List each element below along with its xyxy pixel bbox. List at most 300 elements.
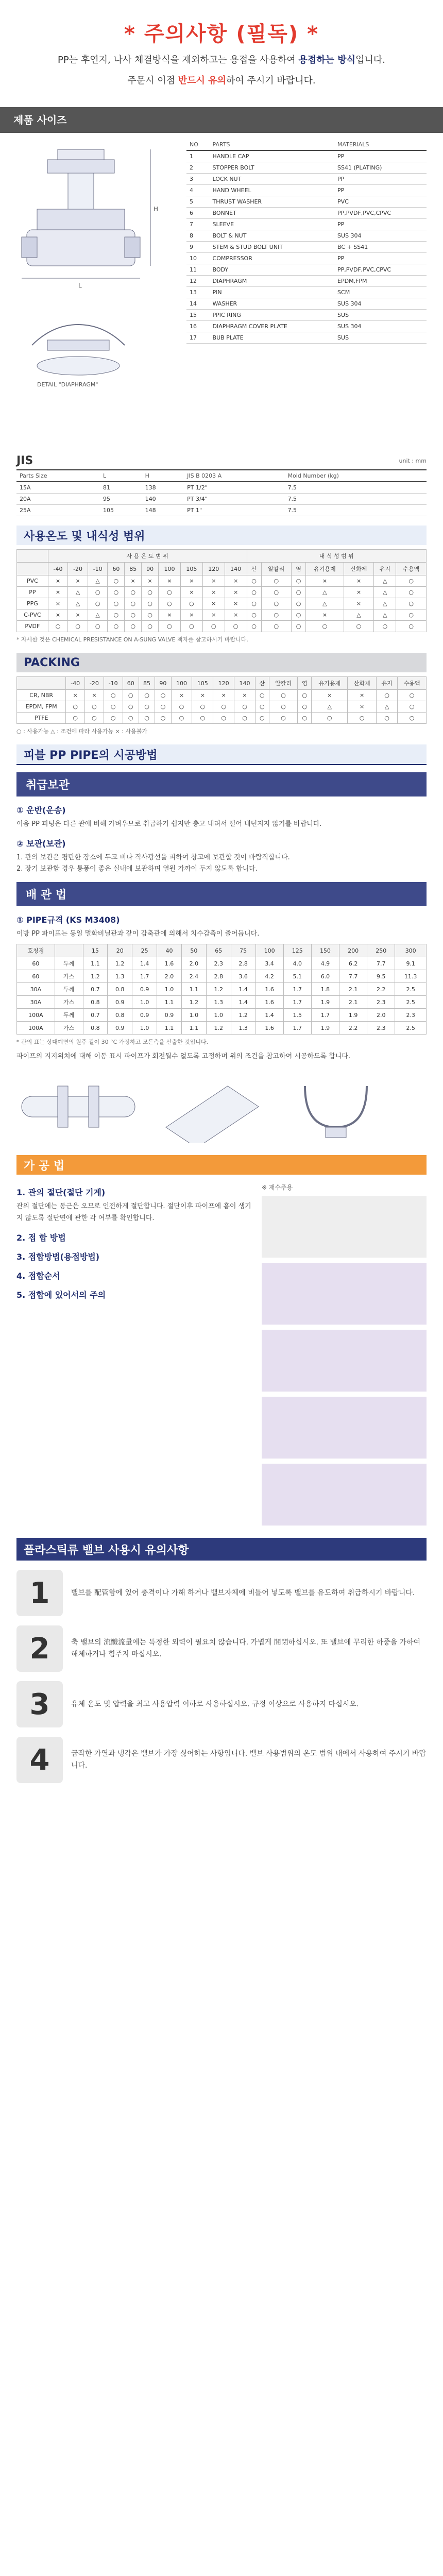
parts-cell: BONNET xyxy=(210,208,335,219)
parts-cell: 16 xyxy=(186,321,210,332)
temp-range-cell: × xyxy=(125,575,142,587)
temp-range-cell: △ xyxy=(344,609,373,621)
parts-cell: SUS xyxy=(334,332,427,344)
packing-cell: ○ xyxy=(269,713,298,724)
temp-head-cell: 90 xyxy=(142,563,159,575)
packing-cell: ○ xyxy=(104,701,123,713)
pipe-cell: 4.9 xyxy=(311,957,339,970)
pipe-head-cell: 100 xyxy=(255,944,283,957)
pipe-cell: 100A xyxy=(17,1022,55,1035)
packing-cell: ○ xyxy=(66,701,85,713)
temp-range-cell: △ xyxy=(306,587,344,598)
pipe-note: * 관의 표는 상대예면의 원주 길이 30 °C 가정하고 모든측을 산출한 것입니다. xyxy=(16,1039,209,1046)
parts-cell: PP xyxy=(334,150,427,162)
pipe-cell: 0.8 xyxy=(108,1009,132,1022)
temp-range-cell: × xyxy=(202,598,225,609)
pipe-cell: 1.0 xyxy=(132,996,157,1009)
temp-range-cell: ○ xyxy=(180,621,202,632)
temp-range-cell: △ xyxy=(88,609,108,621)
packing-cell: × xyxy=(85,690,104,701)
parts-row xyxy=(186,287,427,298)
parts-cell: PVC xyxy=(334,196,427,208)
pipe-cell: 1.7 xyxy=(283,983,311,996)
packing-cell: EPDM, FPM xyxy=(17,701,66,713)
pipe-cell: 1.0 xyxy=(206,1009,231,1022)
pipe-cell: 60 xyxy=(17,957,55,970)
packing-cell: × xyxy=(312,690,348,701)
temp-range-cell: ○ xyxy=(292,587,306,598)
temp-range-cell: ○ xyxy=(396,609,427,621)
pipe-cell: 6.0 xyxy=(311,970,339,983)
packing-head-cell: -10 xyxy=(104,677,123,690)
parts-cell: 6 xyxy=(186,208,210,219)
packing-head-cell: 120 xyxy=(213,677,234,690)
pipe-cell: 7.7 xyxy=(367,957,395,970)
packing-head-cell: -40 xyxy=(66,677,85,690)
chem-head-cell: 산화제 xyxy=(344,563,373,575)
temp-range-cell: ○ xyxy=(142,598,159,609)
temp-range-cell: ○ xyxy=(108,575,125,587)
pipe-cell: 2.5 xyxy=(395,996,427,1009)
storage-para-1: 이음 PP 피팅은 다른 관에 비해 가벼우므로 취급하기 쉽지만 충고 내려서 떨어 내던지지 않기를 바랍니다. xyxy=(16,820,322,828)
temp-range-cell: ○ xyxy=(247,621,261,632)
jis-header xyxy=(16,454,427,470)
temp-range-cell: ○ xyxy=(247,609,261,621)
parts-cell: BC + SS41 xyxy=(334,242,427,253)
photo-step-3 xyxy=(262,1397,427,1459)
pipe-row xyxy=(17,957,427,970)
temp-range-cell: × xyxy=(344,575,373,587)
temp-range-cell: PVDF xyxy=(17,621,48,632)
pipe-cell: 두께 xyxy=(55,983,83,996)
temp-range-cell: × xyxy=(180,609,202,621)
parts-cell: 9 xyxy=(186,242,210,253)
pipe-cell: 2.8 xyxy=(206,970,231,983)
pipe-cell: 0.9 xyxy=(108,1022,132,1035)
pipe-cell: 0.9 xyxy=(157,1009,182,1022)
pipe-cell: 2.1 xyxy=(339,996,367,1009)
packing-body xyxy=(17,690,427,724)
pipe-cell: 6.2 xyxy=(339,957,367,970)
pipe-cell: 3.6 xyxy=(231,970,255,983)
parts-row xyxy=(186,264,427,276)
parts-row xyxy=(186,242,427,253)
pipe-cell: 1.0 xyxy=(181,1009,206,1022)
temp-range-cell: ○ xyxy=(159,621,181,632)
pipe-cell: 2.5 xyxy=(395,983,427,996)
packing-cell: ○ xyxy=(104,713,123,724)
jis-cell: 138 xyxy=(142,482,184,494)
packing-cell: ○ xyxy=(139,713,155,724)
pipe-cell: 0.9 xyxy=(132,1009,157,1022)
temp-range-cell: × xyxy=(202,575,225,587)
packing-cell: ○ xyxy=(155,690,171,701)
temp-range-cell: × xyxy=(142,575,159,587)
photo-tools xyxy=(262,1196,427,1258)
pipe-cell: 9.1 xyxy=(395,957,427,970)
temp-head-cell: 105 xyxy=(180,563,202,575)
photo-step-4 xyxy=(262,1464,427,1526)
packing-head-cell: -20 xyxy=(85,677,104,690)
pipe-cell: 가스 xyxy=(55,1022,83,1035)
temp-range-cell: △ xyxy=(88,575,108,587)
temp-range-row xyxy=(17,587,427,598)
temp-range-body xyxy=(17,575,427,632)
packing-cell: ○ xyxy=(192,713,213,724)
pipe-cell: 1.4 xyxy=(231,996,255,1009)
parts-row xyxy=(186,174,427,185)
temp-range-cell: ○ xyxy=(292,621,306,632)
packing-cell: ○ xyxy=(213,713,234,724)
temp-range-cell: × xyxy=(48,587,68,598)
parts-row xyxy=(186,196,427,208)
parts-col-parts: PARTS xyxy=(210,139,335,150)
temp-range-cell: × xyxy=(225,587,247,598)
parts-cell: 7 xyxy=(186,219,210,230)
temp-range-cell: ○ xyxy=(125,587,142,598)
packing-cell: ○ xyxy=(171,701,192,713)
jis-table: Parts Size L H JIS B 0203 A Mold Number (kg) 15A 81 138 PT 1/2" 7.5 20A 95 140 PT 3/4" 7.5 25A 105 148 PT 1" 7.5 xyxy=(16,470,427,516)
pipe-cell: 30A xyxy=(17,983,55,996)
detail-diaphragm-label: DETAIL "DIAPHRAGM" xyxy=(37,381,98,388)
temp-range-cell: ○ xyxy=(225,621,247,632)
temp-range-cell: ○ xyxy=(261,609,291,621)
pipe-bracket-illustration xyxy=(284,1071,387,1143)
temp-range-cell: C-PVC xyxy=(17,609,48,621)
pipe-cell: 1.1 xyxy=(157,996,182,1009)
packing-cell: ○ xyxy=(192,701,213,713)
packing-cell: ○ xyxy=(85,701,104,713)
pipe-cell: 1.6 xyxy=(255,1022,283,1035)
pipe-cell: 2.0 xyxy=(367,1009,395,1022)
pipe-cell: 1.2 xyxy=(83,970,108,983)
parts-cell: PP xyxy=(334,185,427,196)
parts-cell: STOPPER BOLT xyxy=(210,162,335,174)
pipe-para-2: 파이프의 지지위치에 대해 이동 표시 파이프가 회전될수 없도록 고정하며 위의 조건을 참고하여 시공하도록 합니다. xyxy=(16,1053,351,1061)
pipe-cell: 1.2 xyxy=(206,1022,231,1035)
pipe-cell: 0.8 xyxy=(108,983,132,996)
pipe-head-cell: 200 xyxy=(339,944,367,957)
notice-line-1: PP는 후연지, 나사 체결방식을 제외하고는 용접을 사용하여 용접하는 방식입니다. xyxy=(58,55,385,65)
notice-line-2: 주문시 이점 반드시 유의하여 주시기 바랍니다. xyxy=(127,75,316,86)
storage-para-2: 1. 관의 보관은 평탄한 장소에 두고 비나 직사광선을 피하여 창고에 보관할 것이 바람직합니다. 2. 장기 보관할 경우 통풍이 좋은 실내에 보관하며 열원 가까이 두지 않도록 합니다. xyxy=(16,854,290,873)
pipe-cell: 가스 xyxy=(55,970,83,983)
notice-banner xyxy=(0,0,443,103)
packing-head-cell: 산 xyxy=(255,677,269,690)
pipe-cell: 1.3 xyxy=(108,970,132,983)
packing-head-cell: 140 xyxy=(234,677,255,690)
parts-cell: PIN xyxy=(210,287,335,298)
packing-cell: ○ xyxy=(377,713,398,724)
parts-cell: 14 xyxy=(186,298,210,310)
method-step-4: 4. 접합순서 xyxy=(16,1270,60,1281)
parts-cell: BUB PLATE xyxy=(210,332,335,344)
pipe-cell: 1.7 xyxy=(132,970,157,983)
parts-row xyxy=(186,162,427,174)
pipe-head-cell: 호칭경 xyxy=(17,944,55,957)
temp-range-cell: ○ xyxy=(306,621,344,632)
temp-range-band: 사용온도 및 내식성 범위 xyxy=(16,526,427,545)
temp-range-cell: ○ xyxy=(344,621,373,632)
packing-head-cell: 유지 xyxy=(377,677,398,690)
pipe-cell: 1.4 xyxy=(255,1009,283,1022)
temp-head-cell: 100 xyxy=(159,563,181,575)
parts-col-no: NO xyxy=(186,139,210,150)
temp-range-cell: ○ xyxy=(292,609,306,621)
temp-range-cell: ○ xyxy=(125,598,142,609)
packing-cell: ○ xyxy=(234,701,255,713)
pipe-head-cell: 40 xyxy=(157,944,182,957)
pipe-cell: 0.8 xyxy=(83,1022,108,1035)
packing-row xyxy=(17,713,427,724)
temp-range-cell: ○ xyxy=(202,621,225,632)
packing-row xyxy=(17,690,427,701)
parts-cell: BOLT & NUT xyxy=(210,230,335,242)
parts-row xyxy=(186,253,427,264)
packing-cell: ○ xyxy=(348,713,377,724)
temp-range-cell: ○ xyxy=(261,621,291,632)
packing-cell: ○ xyxy=(269,690,298,701)
pipe-cell: 0.9 xyxy=(108,996,132,1009)
pipe-cell: 0.7 xyxy=(83,983,108,996)
temp-range-cell: ○ xyxy=(88,598,108,609)
temp-range-cell: × xyxy=(202,587,225,598)
parts-cell: PP,PVDF,PVC,CPVC xyxy=(334,264,427,276)
parts-cell: 12 xyxy=(186,276,210,287)
packing-cell: × xyxy=(348,701,377,713)
pipe-cell: 2.4 xyxy=(181,970,206,983)
packing-head-cell: 유기용제 xyxy=(312,677,348,690)
jis-cell: 95 xyxy=(100,494,142,505)
jis-unit: unit : mm xyxy=(399,457,427,464)
storage-sub-1: ① 운반(운송) xyxy=(16,805,66,815)
pipe-body xyxy=(17,957,427,1035)
pipe-cell: 1.1 xyxy=(181,1022,206,1035)
parts-cell: 8 xyxy=(186,230,210,242)
temp-range-cell: ○ xyxy=(292,598,306,609)
caution-number: 3 xyxy=(16,1681,63,1727)
pipe-cell: 1.3 xyxy=(231,1022,255,1035)
pipe-table xyxy=(16,944,427,1035)
pipe-cell: 1.6 xyxy=(255,996,283,1009)
temp-range-cell: ○ xyxy=(125,609,142,621)
chem-head-cell: 수용액 xyxy=(396,563,427,575)
parts-cell: 1 xyxy=(186,150,210,162)
temp-range-cell: ○ xyxy=(261,587,291,598)
packing-table xyxy=(16,676,427,724)
pipe-cell: 2.3 xyxy=(367,996,395,1009)
temp-range-cell: × xyxy=(344,587,373,598)
temp-range-cell: △ xyxy=(374,609,396,621)
piping-sub: ① PIPE규격 (KS M3408) xyxy=(16,915,120,925)
parts-cell: 3 xyxy=(186,174,210,185)
packing-cell: ○ xyxy=(66,713,85,724)
packing-band: PACKING xyxy=(16,653,427,672)
temp-range-cell: × xyxy=(344,598,373,609)
temp-head-cell: 60 xyxy=(108,563,125,575)
temp-range-cell: × xyxy=(159,609,181,621)
method-step-3: 3. 접합방법(용접방법) xyxy=(16,1251,100,1262)
temp-range-cell: ○ xyxy=(261,575,291,587)
pipe-cell: 1.9 xyxy=(339,1009,367,1022)
parts-cell: PP xyxy=(334,174,427,185)
packing-cell: ○ xyxy=(269,701,298,713)
temp-range-cell: × xyxy=(306,575,344,587)
parts-cell: 15 xyxy=(186,310,210,321)
pipe-cell: 2.3 xyxy=(367,1022,395,1035)
pipe-cell: 2.2 xyxy=(339,1022,367,1035)
pipe-cell: 두께 xyxy=(55,1009,83,1022)
temp-range-cell: × xyxy=(48,609,68,621)
pipe-cell: 2.2 xyxy=(367,983,395,996)
parts-body xyxy=(186,150,427,344)
chem-head-cell: 알칼리 xyxy=(261,563,291,575)
temp-range-cell: × xyxy=(225,598,247,609)
pipe-head-cell: 15 xyxy=(83,944,108,957)
caution-item xyxy=(16,1570,427,1616)
packing-cell: ○ xyxy=(298,690,312,701)
parts-cell: 17 xyxy=(186,332,210,344)
temp-range-cell: ○ xyxy=(68,621,88,632)
temp-range-cell: ○ xyxy=(108,587,125,598)
caution-item xyxy=(16,1625,427,1672)
photo-step-2 xyxy=(262,1330,427,1392)
parts-cell: SUS 304 xyxy=(334,298,427,310)
parts-row xyxy=(186,310,427,321)
temp-range-cell: ○ xyxy=(247,598,261,609)
jis-cell: PT 1/2" xyxy=(184,482,284,494)
temp-range-cell: ○ xyxy=(247,575,261,587)
parts-cell: THRUST WASHER xyxy=(210,196,335,208)
pipe-head-cell: 50 xyxy=(181,944,206,957)
caution-text: 급작한 가열과 냉각은 밸브가 가장 싫어하는 사항입니다. 밸브 사용범위의 온도 범위 내에서 사용하여 주시기 바랍니다. xyxy=(71,1749,426,1770)
packing-cell: △ xyxy=(312,701,348,713)
temp-range-note: * 자세한 것은 CHEMICAL PRESISTANCE ON A-SUNG VALVE 책자를 참고하시기 바랍니다. xyxy=(16,636,248,643)
jis-row xyxy=(16,505,427,516)
chem-head-cell: 염 xyxy=(292,563,306,575)
temp-range-cell: ○ xyxy=(374,621,396,632)
temp-head-cell: -10 xyxy=(88,563,108,575)
temp-range-cell: ○ xyxy=(88,621,108,632)
caution-text: 유체 온도 및 압력을 최고 사용압력 이하로 사용하십시오. 규정 이상으로 사용하지 마십시오. xyxy=(71,1700,359,1708)
pipe-cell: 1.2 xyxy=(231,1009,255,1022)
parts-col-materials: MATERIALS xyxy=(334,139,427,150)
pipe-cell: 11.3 xyxy=(395,970,427,983)
pipe-cell: 가스 xyxy=(55,996,83,1009)
packing-head-cell: 60 xyxy=(123,677,139,690)
packing-cell: ○ xyxy=(312,713,348,724)
parts-row xyxy=(186,185,427,196)
temp-range-cell: × xyxy=(225,609,247,621)
method-para: 관의 절단에는 동근은 오므로 인전하게 절단합니다. 절단이후 파이프에 흠이 생기지 않도록 절단면에 관한 각 여부를 확인합니다. xyxy=(16,1202,251,1222)
packing-cell: ○ xyxy=(123,701,139,713)
temp-range-cell: ○ xyxy=(396,621,427,632)
temp-range-row xyxy=(17,621,427,632)
parts-cell: SCM xyxy=(334,287,427,298)
temp-range-cell: △ xyxy=(68,598,88,609)
temp-range-row xyxy=(17,598,427,609)
parts-row xyxy=(186,230,427,242)
packing-head-cell: 100 xyxy=(171,677,192,690)
parts-cell: 11 xyxy=(186,264,210,276)
parts-row xyxy=(186,150,427,162)
method-step-1: 1. 관의 절단(절단 기계) xyxy=(16,1188,106,1198)
packing-cell: △ xyxy=(377,701,398,713)
temp-range-cell: ○ xyxy=(108,621,125,632)
packing-cell: PTFE xyxy=(17,713,66,724)
packing-cell: ○ xyxy=(255,713,269,724)
pipe-cell: 1.7 xyxy=(283,1022,311,1035)
valve-diagram xyxy=(16,139,176,448)
jis-cell: 81 xyxy=(100,482,142,494)
packing-cell: ○ xyxy=(139,701,155,713)
pipe-cell: 1.6 xyxy=(157,957,182,970)
pipe-cell: 1.1 xyxy=(181,983,206,996)
dim-H-label: H xyxy=(154,206,159,213)
temp-range-cell: ○ xyxy=(292,575,306,587)
pipe-row xyxy=(17,983,427,996)
pipe-cell: 1.3 xyxy=(206,996,231,1009)
jis-cell: 7.5 xyxy=(285,482,427,494)
pipe-head-cell: 125 xyxy=(283,944,311,957)
packing-cell: ○ xyxy=(171,713,192,724)
pipe-cell: 1.7 xyxy=(311,1009,339,1022)
parts-cell: WASHER xyxy=(210,298,335,310)
dim-L-label: L xyxy=(78,282,82,289)
pipe-clamp-illustration xyxy=(150,1071,274,1143)
chem-head-cell: 유기용제 xyxy=(306,563,344,575)
temp-range-cell: ○ xyxy=(159,587,181,598)
packing-head-blank xyxy=(17,677,66,690)
pipe-cell: 2.8 xyxy=(231,957,255,970)
pipe-cell: 1.9 xyxy=(311,1022,339,1035)
jis-cell: 140 xyxy=(142,494,184,505)
temp-range-cell: △ xyxy=(306,598,344,609)
pipe-cell: 1.6 xyxy=(255,983,283,996)
packing-cell: ○ xyxy=(155,713,171,724)
packing-cell: ○ xyxy=(155,701,171,713)
temp-range-cell: ○ xyxy=(396,575,427,587)
pipe-cell: 1.0 xyxy=(132,1022,157,1035)
temp-range-cell: × xyxy=(159,575,181,587)
pipe-cell: 2.0 xyxy=(157,970,182,983)
chem-head-cell: 유지 xyxy=(374,563,396,575)
pipe-head-cell: 300 xyxy=(395,944,427,957)
pipe-head-cell: 65 xyxy=(206,944,231,957)
temp-range-cell: × xyxy=(68,575,88,587)
jis-cell: 7.5 xyxy=(285,494,427,505)
caution-list xyxy=(16,1570,427,1783)
pipe-cell: 2.5 xyxy=(395,1022,427,1035)
temp-range-cell: × xyxy=(306,609,344,621)
temp-range-cell: PPG xyxy=(17,598,48,609)
parts-row xyxy=(186,208,427,219)
pipe-cell: 1.5 xyxy=(283,1009,311,1022)
temp-range-cell: ○ xyxy=(125,621,142,632)
jis-cell: 25A xyxy=(16,505,100,516)
packing-cell: × xyxy=(234,690,255,701)
pipe-cell: 7.7 xyxy=(339,970,367,983)
temp-range-cell: × xyxy=(225,575,247,587)
temp-range-cell: △ xyxy=(374,598,396,609)
pipe-row xyxy=(17,1009,427,1022)
pipe-cell: 두께 xyxy=(55,957,83,970)
pipe-row xyxy=(17,996,427,1009)
pipe-cell: 2.3 xyxy=(395,1009,427,1022)
pipe-cell: 2.1 xyxy=(339,983,367,996)
pp-method-band: 피블 PP PIPE의 시공방법 xyxy=(16,744,427,765)
temp-range-table: 사 용 온 도 범 위 내 식 성 범 위 -40 -20 -10 60 85 90 100 105 120 140 산 알칼리 염 유기용제 산화제 유지 수용액 PVC × × △ ○ × × × × × × ○ ○ ○ × × △ ○ PP × △ ○ ○ ○ ○ ○ × × × ○ ○ ○ △ × △ ○ PPG × △ ○ ○ ○ ○ ○ ○ × × ○ ○ ○ △ × △ ○ C-PVC × × △ ○ ○ ○ × × × × ○ ○ ○ × △ △ ○ PVDF ○ ○ ○ ○ ○ ○ ○ ○ ○ ○ ○ ○ ○ ○ ○ ○ ○ xyxy=(16,549,427,632)
